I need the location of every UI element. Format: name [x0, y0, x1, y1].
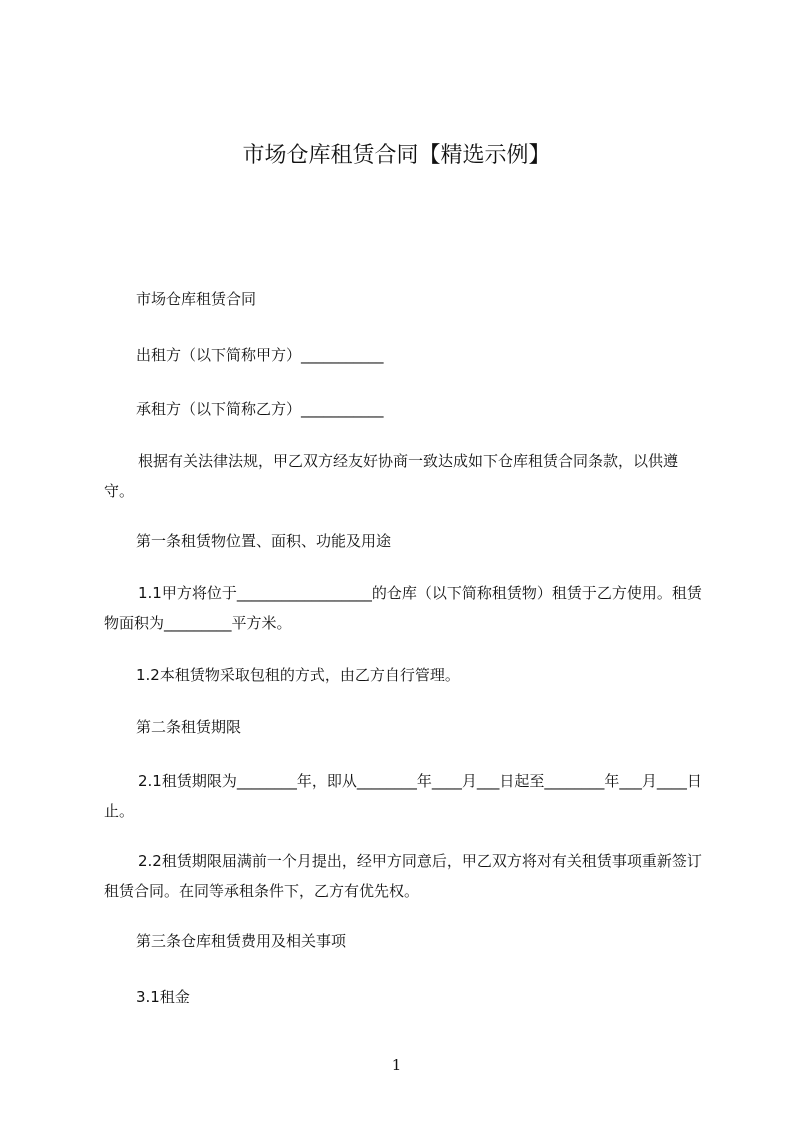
- paragraph-clause-2-1: 2.1租赁期限为________年，即从________年____月___日起至________年___月____日止。: [104, 772, 702, 820]
- paragraph-preamble: 根据有关法律法规，甲乙双方经友好协商一致达成如下仓库租赁合同条款，以供遵守。: [104, 452, 679, 500]
- heading-article-1: 第一条租赁物位置、面积、功能及用途: [136, 532, 392, 550]
- page-number: 1: [391, 1056, 402, 1074]
- paragraph-contract-name: 市场仓库租赁合同: [136, 290, 257, 308]
- paragraph-clause-1-1: 1.1甲方将位于__________________的仓库（以下简称租赁物）租赁于乙方使用。租赁物面积为_________平方米。: [104, 584, 702, 632]
- heading-article-3: 第三条仓库租赁费用及相关事项: [136, 932, 347, 950]
- paragraph-clause-1-2: 1.2本租赁物采取包租的方式，由乙方自行管理。: [136, 666, 460, 684]
- paragraph-clause-3-1: 3.1租金: [136, 988, 190, 1006]
- paragraph-clause-2-2: 2.2租赁期限届满前一个月提出，经甲方同意后，甲乙双方将对有关租赁事项重新签订租赁合同。在同等承租条件下，乙方有优先权。: [104, 852, 702, 900]
- document-title: 市场仓库租赁合同【精选示例】: [242, 143, 551, 168]
- paragraph-lessee: 承租方（以下简称乙方）___________: [136, 400, 384, 418]
- paragraph-lessor: 出租方（以下简称甲方）___________: [136, 346, 384, 364]
- heading-article-2: 第二条租赁期限: [136, 718, 242, 736]
